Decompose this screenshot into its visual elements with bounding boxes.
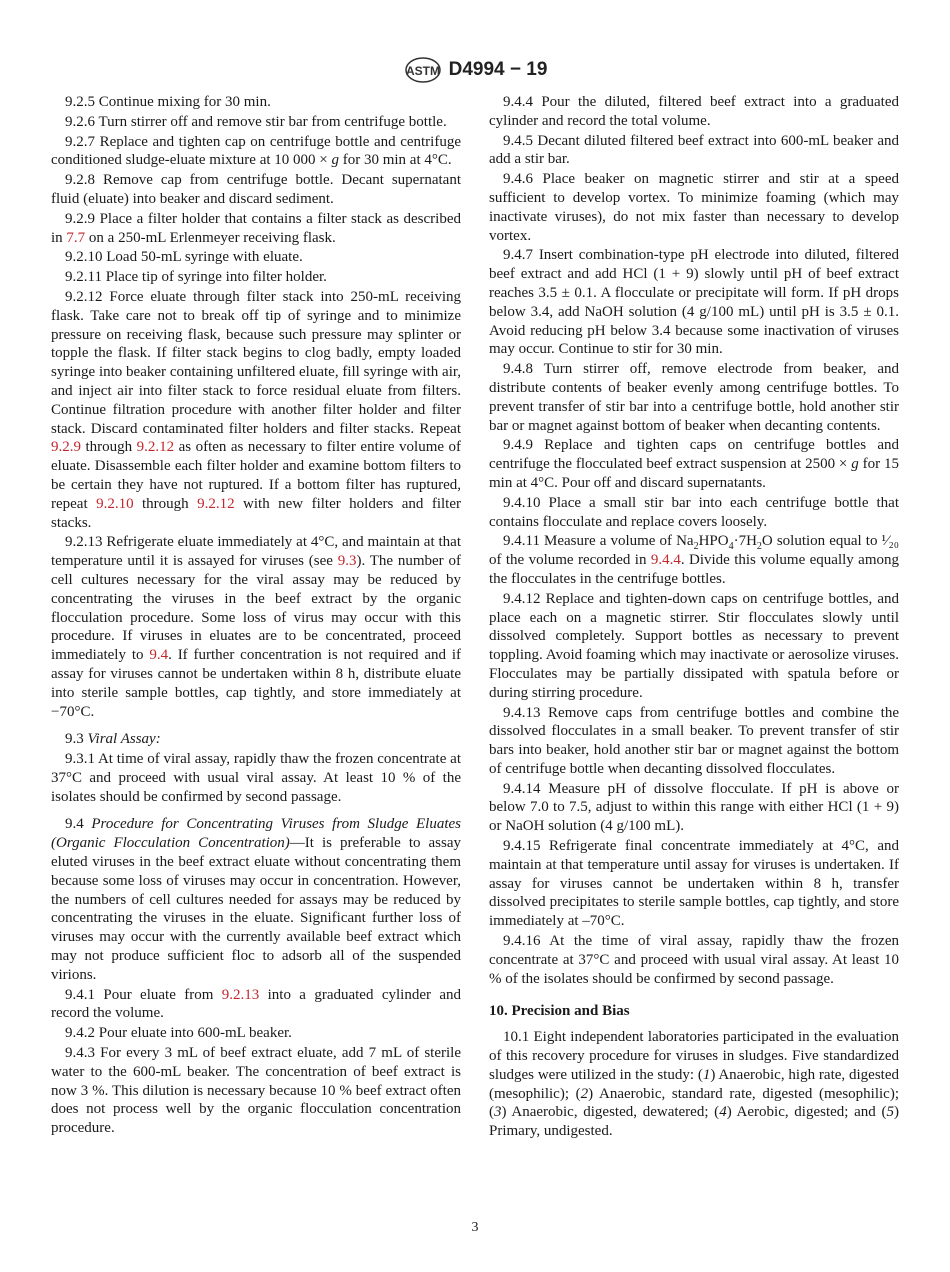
text: 9.2.6 Turn stirrer off and remove stir bar from centrifuge bottle. [65,113,447,130]
text: ) Anaerobic, standard rate, digested (mesophilic); ( [489,1085,899,1121]
paragraph [51,268,461,287]
page-header [0,56,950,84]
italic-text: 3 [494,1104,502,1121]
cross-reference-link[interactable]: 9.4 [149,647,169,664]
text: through [133,495,198,512]
text: 9.4.6 Place beaker on magnetic stirrer and stir at a speed sufficient to develop vortex. To minimize foaming (which may inactivate viruses), do not mix faster than necessary to develop vortex. [489,171,899,244]
text: HPO [698,533,729,550]
text: ·7H [733,533,757,550]
text: 9.4.15 Refrigerate final concentrate immediately at 4°C, and maintain at that temperature until assay for viruses is undertaken. If assay for viruses cannot be undertaken within 8 h, transfer dissolved precipitates to sterile sample bottles, cap tightly, and store immediately at –70°C. [489,838,899,930]
text: 9.4.2 Pour eluate into 600-mL beaker. [65,1025,292,1042]
text: ) Primary, undigested. [489,1104,899,1140]
italic-text: Viral Assay: [87,731,161,748]
astm-logo-icon [403,56,443,84]
text: —It is preferable to assay eluted viruses in the beef extract eluate without concentrating them because some loss of viruses may occur in concentration. However, the numbers of cell cultures needed for assays may be reduced by concentrating the viruses in the eluate. Significant further loss of viruses may occur with the currently available beef extract which may not produce sufficient floc to adsorb all of the suspended virions. [51,835,461,983]
cross-reference-link[interactable]: 7.7 [66,229,86,246]
subscript: 2 [756,541,762,553]
paragraph [51,750,461,806]
paragraph [489,132,899,170]
paragraph [489,360,899,435]
italic-text: g [851,456,859,473]
page-number: 3 [471,1220,479,1235]
text: as often as necessary to filter entire volume of eluate. Disassemble each filter holder and examine bottom filters to be certain they have not ruptured. If a bottom filter has ruptured, repeat [51,439,461,512]
text: 9.4.14 Measure pH of dissolve flocculate. If pH is above or below 7.0 to 7.5, adjust to within this range with either HCl (1 + 9) or NaOH solution (4 g/100 mL). [489,780,899,835]
text: 9.4.4 Pour the diluted, filtered beef extract into a graduated cylinder and record the total volume. [489,94,899,129]
text: 9.4.7 Insert combination-type pH electrode into diluted, filtered beef extract and add HCl (1 + 9) slowly until pH of beef extract reaches 3.5 ± 0.1. A flocculate or precipitate will form. If pH drops below 3.4, add NaOH solution (4 g/100 mL) until pH is 3.5 ± 0.1. Avoid reducing pH below 3.4 because some inactivation of viruses may occur. Continue to stir for 30 min. [489,247,899,358]
text: 9.2.13 Refrigerate eluate immediately at 4°C, and maintain at that temperature until it is assayed for viruses (see [51,534,461,570]
text: 10. Precision and Bias [489,1003,630,1020]
cross-reference-link[interactable]: 9.2.13 [221,986,260,1003]
paragraph [51,1044,461,1138]
subscript: 2 [693,541,699,553]
svg-text:ASTM: ASTM [405,64,440,78]
paragraph [51,133,461,171]
paragraph [489,1028,899,1141]
text: ) Anaerobic, digested, dewatered; ( [501,1104,720,1121]
paragraph [51,1024,461,1043]
text: ) Anaerobic, high rate, digested (mesophilic); ( [489,1066,899,1102]
cross-reference-link[interactable]: 9.2.12 [197,495,235,512]
text: O solution equal to ¹⁄₂₀ of the volume recorded in [489,533,899,569]
cross-reference-link[interactable]: 9.4.4 [650,552,681,569]
text: . Divide this volume equally among the flocculates in the centrifuge bottles. [489,552,899,587]
text: for 15 min at 4°C. Pour off and discard supernatants. [489,456,899,491]
text: 9.4.11 Measure a volume of Na [503,533,694,550]
paragraph [51,730,461,749]
italic-text: Procedure for Concentrating Viruses from Sludge Eluates (Organic Flocculation Concentration) [51,816,462,852]
paragraph [51,113,461,132]
cross-reference-link[interactable]: 9.2.10 [96,495,134,512]
text: 9.2.8 Remove cap from centrifuge bottle. Decant supernatant fluid (eluate) into beaker and discard sediment. [51,172,461,207]
italic-text: 1 [702,1066,711,1083]
paragraph [489,780,899,836]
text: ) Aerobic, digested; and ( [726,1104,887,1121]
text: 9.4.1 Pour eluate from [65,986,222,1003]
text: with new filter holders and filter stacks. [51,495,461,531]
paragraph [51,248,461,267]
text: 9.4.16 At the time of viral assay, rapidly thaw the frozen concentrate at 37°C and proceed with usual viral assay. At least 10 % of the isolates should be confirmed by second passage. [489,933,899,987]
text: through [81,439,137,456]
text: 9.3 [65,731,88,748]
paragraph [489,93,899,131]
text: 9.2.11 Place tip of syringe into filter holder. [65,269,327,286]
text: . If further concentration is not required and if assay for viruses cannot be undertaken within 8 h, distribute eluate into sterile sample bottles, cap tightly, and store immediately at −70°C. [51,647,461,720]
italic-text: 2 [580,1085,589,1102]
text: 9.4.5 Decant diluted filtered beef extract into 600-mL beaker and add a stir bar. [489,132,899,168]
section-heading [489,1002,899,1021]
text: 9.2.9 Place a filter holder that contains a filter stack as described in [51,210,461,246]
paragraph [489,590,899,703]
text: 9.4.13 Remove caps from centrifuge bottles and combine the dissolved flocculates in a small beaker. To prevent transfer of stir bars into beaker, hold another stir bar or magnet against the bottom of centrifuge bottle when decanting dissolved flocculates. [489,704,899,777]
paragraph [51,171,461,209]
paragraph [51,986,461,1024]
cross-reference-link[interactable]: 9.3 [337,553,357,570]
text: 10.1 Eight independent laboratories participated in the evaluation of this recovery procedure for viruses in sludges. Five standardized sludges were utilized in the study: ( [489,1029,899,1083]
text: ). The number of cell cultures necessary for the viral assay may be reduced by concentrating the viruses in the beef extract by the organic flocculation procedure. Some loss of virus may occur with this procedure. If viruses in eluates are to be concentrated, proceed immediately to [51,553,461,664]
text: for 30 min at 4°C. [338,152,452,169]
paragraph [489,932,899,988]
text: 9.4.12 Replace and tighten-down caps on centrifuge bottles, and place each on a magnetic stirrer. Stir flocculates slowly until dissolved completely. Support bottles as necessary to prevent toppling. Avoid foaming which may inactivate or aerosolize viruses. Flocculates may be partially dissipated with spatula before or during stirring procedure. [489,590,899,701]
left-column [51,93,461,1139]
paragraph [489,494,899,532]
italic-text: 4 [719,1104,727,1121]
cross-reference-link[interactable]: 9.2.9 [51,439,81,456]
text: 9.4.10 Place a small stir bar into each centrifuge bottle that contains flocculate and replace covers loosely. [489,494,899,530]
paragraph [489,246,899,359]
subscript: 4 [728,541,734,553]
paragraph [489,170,899,245]
paragraph [51,533,461,721]
paragraph [489,436,899,492]
paragraph [51,815,461,984]
paragraph [51,288,461,532]
document-id: D4994 − 19 [448,59,548,80]
text: on a 250-mL Erlenmeyer receiving flask. [85,229,336,246]
text: 9.4.3 For every 3 mL of beef extract eluate, add 7 mL of sterile water to the 600-mL beaker. The concentration of beef extract is now 3 %. This dilution is necessary because 10 % beef extract often does not process well by the organic flocculation concentration procedure. [51,1045,461,1137]
text: 9.4.8 Turn stirrer off, remove electrode from beaker, and distribute contents of beaker evenly among centrifuge bottles. To prevent transfer of stir bar into a centrifuge bottle, hold another stir bar or magnet against bottom of beaker when decanting contents. [489,361,899,434]
paragraph [51,93,461,112]
text: 9.2.5 Continue mixing for 30 min. [65,94,271,110]
right-column [489,93,899,1142]
paragraph [489,532,899,588]
text: 9.2.12 Force eluate through filter stack into 250-mL receiving flask. Take care not to break off tip of syringe and to minimize pressure on receiving flask, because such pressure may splinter or topple the flask. If filter stack begins to clog badly, empty loaded syringe into beaker containing unfiltered eluate, fill syringe with air, and inject air into filter stack to force residual eluate from filters. Continue filtration procedure with another filter holder and filter stack. Discard contaminated filter holders and filter stacks. Repeat [51,288,461,437]
text: 9.2.7 Replace and tighten cap on centrifuge bottle and centrifuge conditioned sludge-eluate mixture at 10 000 × [51,133,461,169]
paragraph [51,210,461,248]
text: 9.4 [65,816,92,833]
paragraph [489,837,899,931]
text: 9.2.10 Load 50-mL syringe with eluate. [65,249,303,266]
text: 9.4.9 Replace and tighten caps on centrifuge bottles and centrifuge the flocculated beef extract suspension at 2500 × [489,437,899,473]
paragraph [489,704,899,779]
text: 9.3.1 At time of viral assay, rapidly thaw the frozen concentrate at 37°C and proceed with usual viral assay. At least 10 % of the isolates should be confirmed by second passage. [51,751,461,805]
text: into a graduated cylinder and record the volume. [51,986,461,1022]
italic-text: 5 [886,1104,894,1121]
cross-reference-link[interactable]: 9.2.12 [136,439,175,456]
italic-text: g [331,152,339,169]
